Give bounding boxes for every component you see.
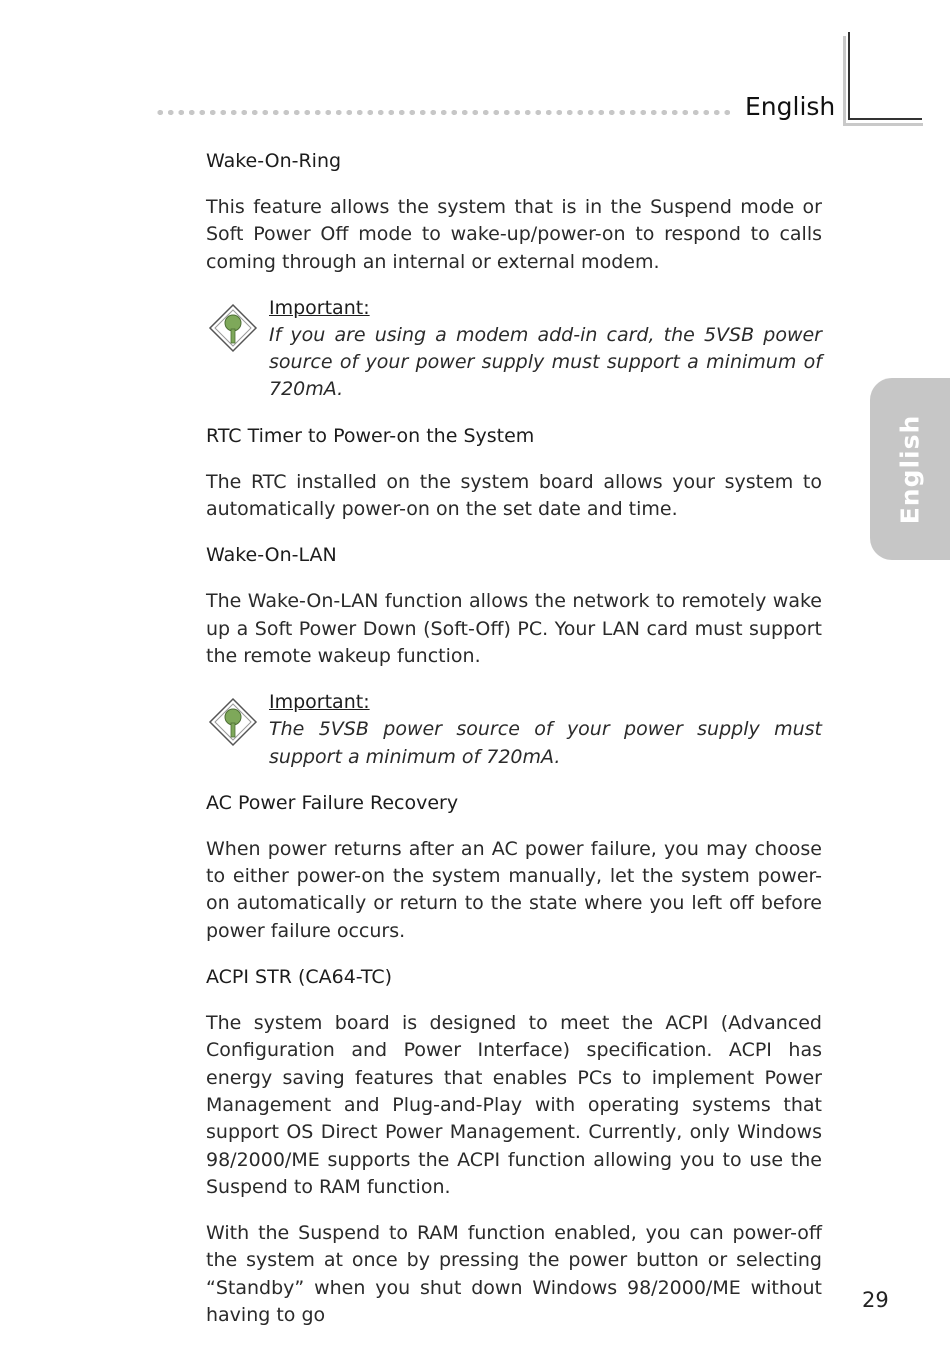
section-body-ac-power: When power returns after an AC power failure, you may choose to either power-on the system manually, let the system power-on automatically or return to the state where you left off before power failure occurs. bbox=[206, 837, 822, 942]
side-language-tab bbox=[870, 378, 950, 560]
note-body: The 5VSB power source of your power supply must support a minimum of 720mA. bbox=[269, 718, 822, 768]
section-body-rtc-timer: The RTC installed on the system board allows your system to automatically power-on on the set date and time. bbox=[206, 470, 822, 521]
page-number: 29 bbox=[862, 1288, 889, 1312]
section-body-wake-on-lan: The Wake-On-LAN function allows the network to remotely wake up a Soft Power Down (Soft-Off) PC. Your LAN card must support the remote wakeup function. bbox=[206, 590, 822, 667]
header-language-label: English bbox=[745, 92, 836, 121]
note-body: If you are using a modem add-in card, the 5VSB power source of your power supply must support a minimum of 720mA. bbox=[269, 323, 822, 401]
section-heading-rtc-timer: RTC Timer to Power-on the System bbox=[206, 424, 535, 447]
important-note bbox=[206, 295, 822, 404]
key-diamond-icon bbox=[208, 303, 258, 353]
corner-mark-shadow bbox=[843, 123, 923, 126]
section-body-acpi-str-1: The system board is designed to meet the ACPI (Advanced Configuration and Power Interface) specification. ACPI has energy saving features that enables PCs to implement Power Management and Plug-and-Play with operating systems that support OS Direct Power Management. Currently, only Windows 98/2000/ME supports the ACPI function allowing you to use the Suspend to RAM function. bbox=[206, 1012, 822, 1198]
side-tab-label: English bbox=[895, 414, 925, 524]
section-heading-wake-on-ring: Wake-On-Ring bbox=[206, 150, 342, 172]
corner-mark bbox=[848, 32, 850, 120]
section-heading-ac-power: AC Power Failure Recovery bbox=[206, 791, 459, 814]
section-body-acpi-str-2: With the Suspend to RAM function enabled, you can power-off the system at once by pressing the power button or selecting “Standby” when you shut down Windows 98/2000/ME without having to go bbox=[206, 1222, 822, 1327]
corner-mark-shadow bbox=[843, 36, 846, 126]
corner-mark bbox=[848, 118, 922, 120]
section-body-wake-on-ring: This feature allows the system that is in the Suspend mode or Soft Power Off mode to wake-up/power-on to respond to calls coming through an internal or external modem. bbox=[206, 196, 822, 273]
page-content bbox=[206, 148, 822, 1329]
note-title: Important: bbox=[269, 691, 370, 714]
header-dot-rule bbox=[155, 108, 733, 117]
note-title: Important: bbox=[269, 296, 370, 319]
section-heading-wake-on-lan: Wake-On-LAN bbox=[206, 544, 337, 567]
section-heading-acpi-str: ACPI STR (CA64-TC) bbox=[206, 966, 393, 989]
important-note bbox=[206, 689, 822, 771]
key-diamond-icon bbox=[208, 697, 258, 747]
